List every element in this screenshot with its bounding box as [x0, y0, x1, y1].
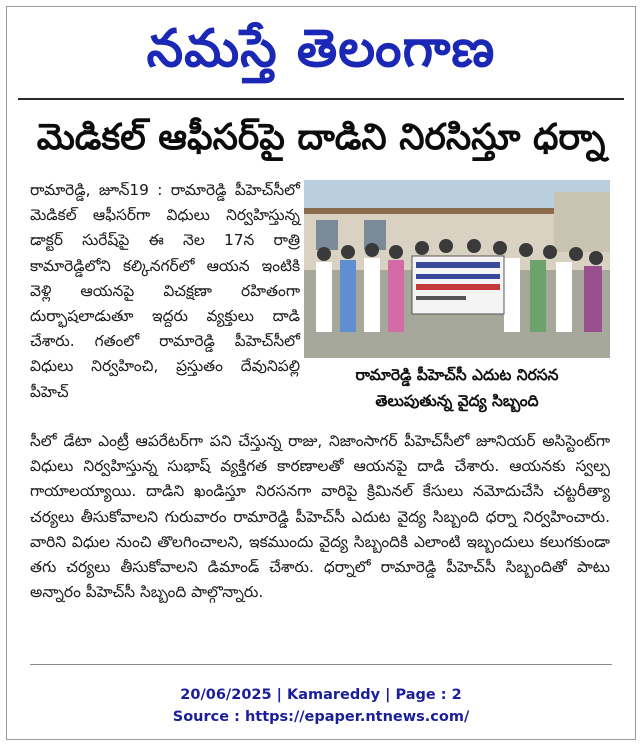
newspaper-masthead: [0, 10, 642, 88]
footer-source-line: Source : https://epaper.ntnews.com/: [172, 709, 470, 725]
photo-caption: [304, 362, 610, 414]
masthead-divider: [18, 98, 624, 100]
footer-divider: [30, 664, 612, 665]
footer-meta-line: 20/06/2025 | Kamareddy | Page : 2: [180, 687, 462, 703]
article-body-wide: సీలో డేటా ఎంట్రీ ఆపరేటర్‌గా పని చేస్తున్న రాజు, నిజాంసాగర్ పీహెచ్‌సీలో జూనియర్ అసిస్టెంట్‌గా విధులు నిర్వహిస్తున్న సుభాష్ వ్యక్తిగత కారణాలతో ఆయనపై దాడి చేశారు. ఆయనకు స్వల్ప గాయాలయ్యాయి. దాడిని ఖండిస్తూ నిరసనగా వారిపై క్రిమినల్ కేసులు నమోదుచేసి చట్టరీత్యా చర్యలు తీసుకోవాలని గురువారం రామారెడ్డి పీహెచ్‌సీ ఎదుట వైద్య సిబ్బంది ధర్నా నిర్వహించారు. వారిని విధుల నుంచి తొలగించాలని, ఇకముందు వైద్య సిబ్బందికి ఎలాంటి ఇబ్బందులు కలుగకుండా తగు చర్యలు తీసుకోవాలని డిమాండ్ చేశారు. ధర్నాలో రామారెడ్డి పీహెచ్‌సీ సిబ్బందితో పాటు అన్నారం పీహెచ్‌సీ సిబ్బంది పాల్గొన్నారు.: [30, 432, 610, 602]
masthead-title: నమస్తే తెలంగాణ: [146, 19, 496, 79]
page-footer: [0, 684, 642, 728]
photo-caption-line-1: రామారెడ్డి పీహెచ్‌సీ ఎదుట నిరసన: [355, 366, 559, 384]
protest-photo: [304, 180, 610, 358]
article-headline: మెడికల్ ఆఫీసర్‌పై దాడిని నిరసిస్తూ ధర్నా: [36, 117, 606, 158]
protest-photo-illustration: [304, 180, 610, 358]
article-body-column: రామారెడ్డి, జూన్19 : రామారెడ్డి పీహెచ్‌సీలో మెడికల్ ఆఫీసర్‌గా విధులు నిర్వహిస్తున్న డాక్టర్ సురేష్‌పై ఈ నెల 17న రాత్రి కామారెడ్డిలోని కల్కినగర్‌లో ఆయన ఇంటికి వెళ్లి ఆయనపై విచక్షణా రహితంగా దుర్భాషలాడుతూ ఇద్దరు వ్యక్తులు దాడి చేశారు. గతంలో రామారెడ్డి పీహెచ్‌సీలో విధులు నిర్వహించి, ప్రస్తుతం దేవునిపల్లి పీహెచ్: [30, 181, 300, 401]
photo-caption-line-2: తెలుపుతున్న వైద్య సిబ్బంది: [375, 392, 539, 410]
